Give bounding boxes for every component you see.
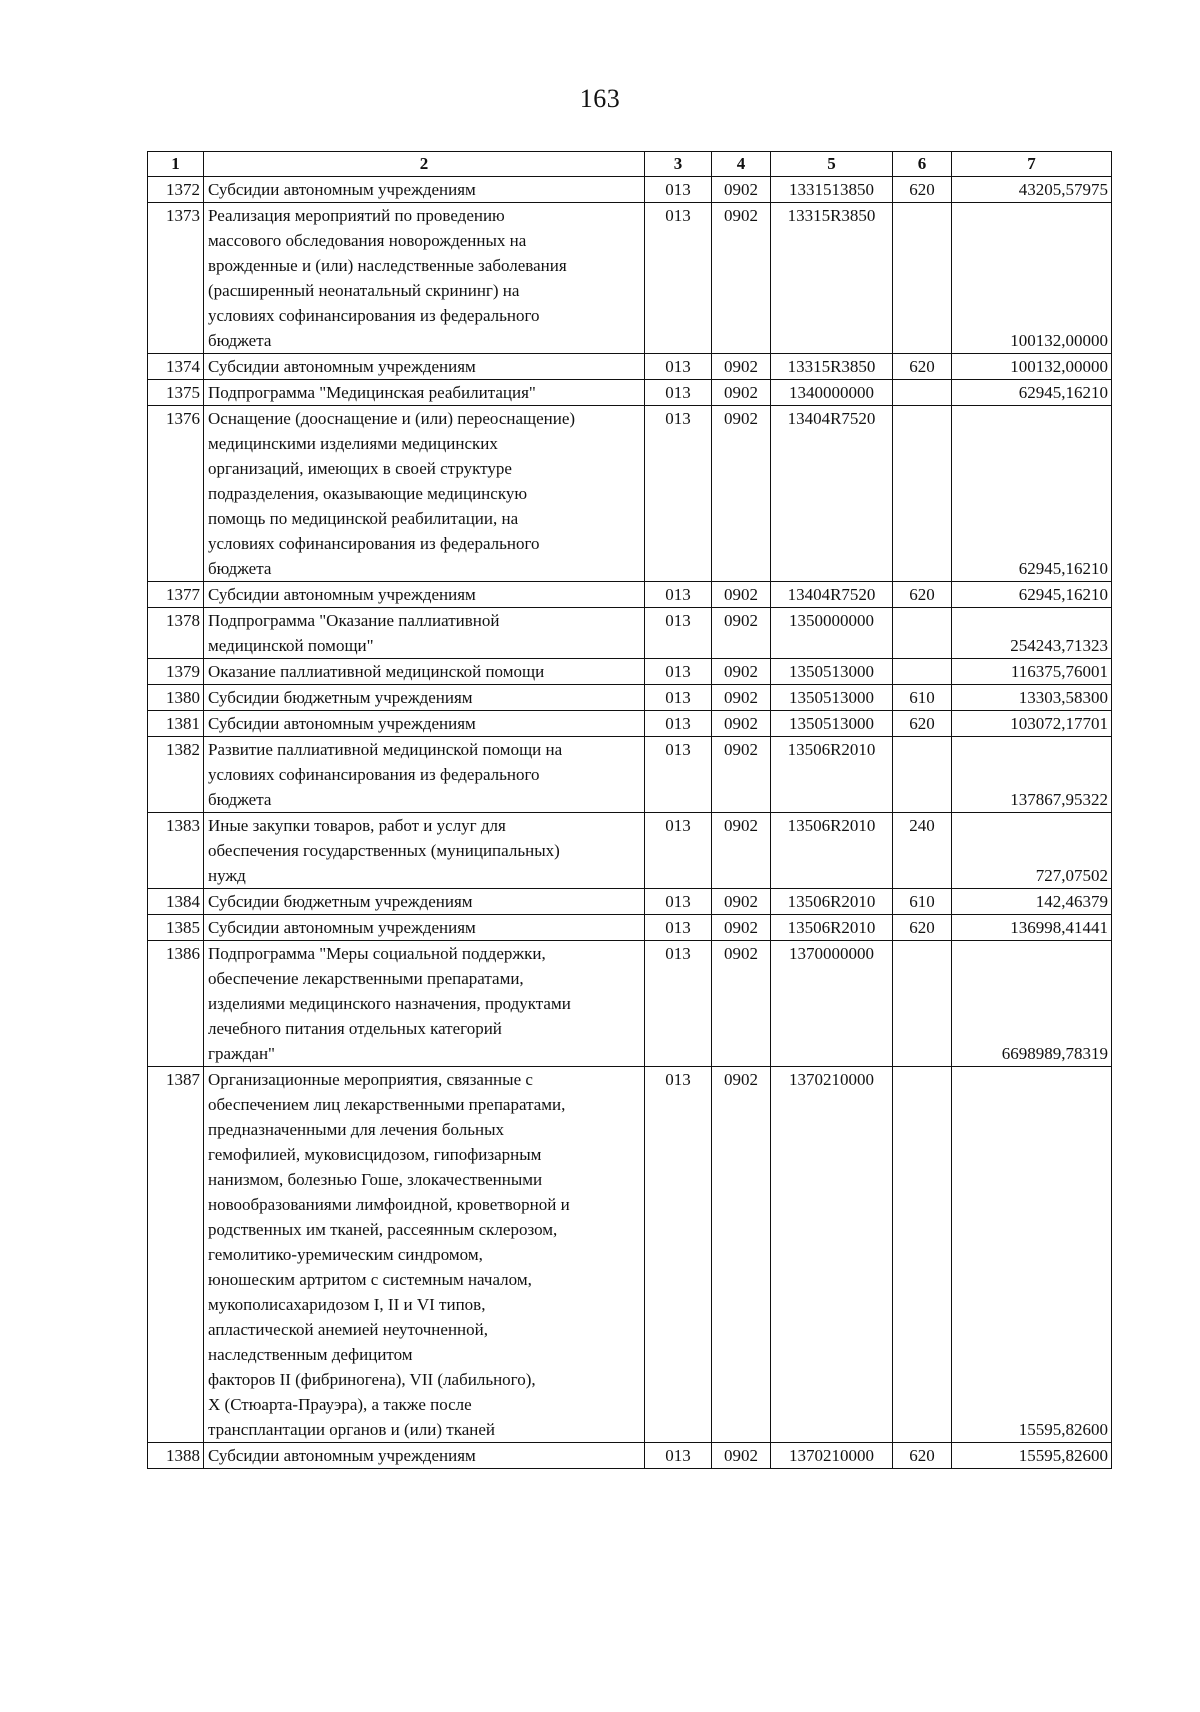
row-number: 1379 [148,659,204,685]
cell-amount: 15595,82600 [952,1443,1112,1469]
cell-col-5: 1350513000 [771,711,893,737]
cell-col-4: 0902 [712,203,771,354]
cell-amount: 137867,95322 [952,737,1112,813]
cell-col-3: 013 [645,203,712,354]
row-name: Субсидии автономным учреждениям [204,1443,645,1469]
cell-col-6 [893,608,952,659]
cell-col-3: 013 [645,915,712,941]
row-number: 1384 [148,889,204,915]
table-row [148,354,1112,380]
cell-col-3: 013 [645,1067,712,1443]
cell-col-4: 0902 [712,380,771,406]
row-number: 1377 [148,582,204,608]
row-name: Организационные мероприятия, связанные с обеспечением лиц лекарственными препаратами, предназначенными для лечения больных гемофилией, муковисцидозом, гипофизарным нанизмом, болезнью Гоше, злокачественными новообразованиями лимфоидной, кроветворной и родственных им тканей, рассеянным склерозом, гемолитико-уремическим синдромом, юношеским артритом с системным началом, мукополисахаридозом I, II и VI типов, апластической анемией неуточненной, наследственным дефицитом факторов II (фибриногена), VII (лабильного), X (Стюарта-Прауэра), а также после трансплантации органов и (или) тканей [204,1067,645,1443]
cell-col-6 [893,941,952,1067]
cell-col-4: 0902 [712,406,771,582]
cell-col-6 [893,1067,952,1443]
cell-col-3: 013 [645,711,712,737]
cell-amount: 100132,00000 [952,203,1112,354]
cell-col-3: 013 [645,406,712,582]
cell-col-5: 1370000000 [771,941,893,1067]
column-header: 4 [712,152,771,177]
column-header: 1 [148,152,204,177]
cell-amount: 6698989,78319 [952,941,1112,1067]
cell-col-5: 13315R3850 [771,203,893,354]
cell-amount: 103072,17701 [952,711,1112,737]
cell-col-3: 013 [645,685,712,711]
cell-col-5: 1340000000 [771,380,893,406]
cell-col-6 [893,737,952,813]
cell-amount: 100132,00000 [952,354,1112,380]
cell-amount: 116375,76001 [952,659,1112,685]
cell-col-3: 013 [645,941,712,1067]
table-row [148,659,1112,685]
row-name: Субсидии автономным учреждениям [204,711,645,737]
cell-col-5: 1350513000 [771,685,893,711]
row-name: Подпрограмма "Оказание паллиативной медицинской помощи" [204,608,645,659]
table-row [148,813,1112,889]
row-name: Субсидии автономным учреждениям [204,354,645,380]
cell-amount: 43205,57975 [952,177,1112,203]
cell-col-3: 013 [645,177,712,203]
row-number: 1385 [148,915,204,941]
cell-col-3: 013 [645,659,712,685]
row-name: Подпрограмма "Меры социальной поддержки, обеспечение лекарственными препаратами, изделиями медицинского назначения, продуктами лечебного питания отдельных категорий граждан" [204,941,645,1067]
cell-col-4: 0902 [712,941,771,1067]
cell-amount: 142,46379 [952,889,1112,915]
table-row [148,406,1112,582]
cell-col-4: 0902 [712,1443,771,1469]
cell-col-4: 0902 [712,1067,771,1443]
cell-col-6 [893,203,952,354]
cell-col-6 [893,659,952,685]
row-name: Иные закупки товаров, работ и услуг для обеспечения государственных (муниципальных) нужд [204,813,645,889]
row-number: 1388 [148,1443,204,1469]
cell-col-3: 013 [645,380,712,406]
row-number: 1382 [148,737,204,813]
table-row [148,1067,1112,1443]
cell-amount: 15595,82600 [952,1067,1112,1443]
row-number: 1375 [148,380,204,406]
cell-col-6: 620 [893,177,952,203]
cell-amount: 13303,58300 [952,685,1112,711]
cell-col-6 [893,406,952,582]
cell-col-5: 1350000000 [771,608,893,659]
cell-col-6: 240 [893,813,952,889]
row-number: 1381 [148,711,204,737]
cell-col-4: 0902 [712,354,771,380]
row-number: 1376 [148,406,204,582]
row-name: Оснащение (дооснащение и (или) переоснащение) медицинскими изделиями медицинских организаций, имеющих в своей структуре подразделения, оказывающие медицинскую помощь по медицинской реабилитации, на условиях софинансирования из федерального бюджета [204,406,645,582]
cell-amount: 136998,41441 [952,915,1112,941]
table-row [148,203,1112,354]
cell-col-4: 0902 [712,659,771,685]
cell-col-4: 0902 [712,889,771,915]
table-row [148,737,1112,813]
column-header: 2 [204,152,645,177]
cell-col-3: 013 [645,737,712,813]
cell-amount: 254243,71323 [952,608,1112,659]
table-row [148,582,1112,608]
cell-col-5: 13506R2010 [771,737,893,813]
cell-col-6: 620 [893,1443,952,1469]
cell-col-5: 13404R7520 [771,582,893,608]
table-header-row [148,152,1112,177]
cell-col-6: 620 [893,711,952,737]
cell-col-3: 013 [645,608,712,659]
cell-col-3: 013 [645,354,712,380]
column-header: 7 [952,152,1112,177]
table-row [148,915,1112,941]
cell-col-4: 0902 [712,608,771,659]
column-header: 3 [645,152,712,177]
table-row [148,177,1112,203]
cell-col-3: 013 [645,582,712,608]
table-row [148,608,1112,659]
row-name: Субсидии автономным учреждениям [204,582,645,608]
cell-col-6: 610 [893,889,952,915]
row-name: Реализация мероприятий по проведению массового обследования новорожденных на врожденные и (или) наследственные заболевания (расширенный неонатальный скрининг) на условиях софинансирования из федерального бюджета [204,203,645,354]
cell-col-6: 620 [893,354,952,380]
column-header: 6 [893,152,952,177]
cell-col-5: 13506R2010 [771,813,893,889]
row-name: Субсидии автономным учреждениям [204,915,645,941]
cell-col-5: 13315R3850 [771,354,893,380]
cell-col-6 [893,380,952,406]
row-number: 1387 [148,1067,204,1443]
budget-table [147,151,1112,1469]
cell-amount: 62945,16210 [952,406,1112,582]
row-number: 1378 [148,608,204,659]
table-row [148,380,1112,406]
row-name: Развитие паллиативной медицинской помощи на условиях софинансирования из федерального бюджета [204,737,645,813]
table-row [148,889,1112,915]
column-header: 5 [771,152,893,177]
row-name: Субсидии автономным учреждениям [204,177,645,203]
cell-col-4: 0902 [712,582,771,608]
cell-col-3: 013 [645,813,712,889]
cell-col-5: 1350513000 [771,659,893,685]
cell-col-6: 620 [893,582,952,608]
row-number: 1380 [148,685,204,711]
table-row [148,941,1112,1067]
cell-col-4: 0902 [712,711,771,737]
cell-col-5: 13506R2010 [771,915,893,941]
cell-col-4: 0902 [712,813,771,889]
row-number: 1373 [148,203,204,354]
row-name: Оказание паллиативной медицинской помощи [204,659,645,685]
table-row [148,1443,1112,1469]
cell-amount: 727,07502 [952,813,1112,889]
cell-col-5: 13506R2010 [771,889,893,915]
table-row [148,711,1112,737]
row-number: 1383 [148,813,204,889]
page-number: 163 [579,84,621,113]
cell-col-6: 610 [893,685,952,711]
cell-col-5: 1370210000 [771,1443,893,1469]
cell-col-4: 0902 [712,177,771,203]
row-number: 1374 [148,354,204,380]
cell-col-3: 013 [645,889,712,915]
cell-col-5: 13404R7520 [771,406,893,582]
table-row [148,685,1112,711]
cell-col-4: 0902 [712,737,771,813]
row-name: Субсидии бюджетным учреждениям [204,889,645,915]
cell-col-3: 013 [645,1443,712,1469]
row-number: 1372 [148,177,204,203]
cell-amount: 62945,16210 [952,380,1112,406]
cell-col-6: 620 [893,915,952,941]
row-name: Подпрограмма "Медицинская реабилитация" [204,380,645,406]
cell-amount: 62945,16210 [952,582,1112,608]
cell-col-4: 0902 [712,915,771,941]
row-number: 1386 [148,941,204,1067]
cell-col-5: 1331513850 [771,177,893,203]
row-name: Субсидии бюджетным учреждениям [204,685,645,711]
cell-col-5: 1370210000 [771,1067,893,1443]
cell-col-4: 0902 [712,685,771,711]
